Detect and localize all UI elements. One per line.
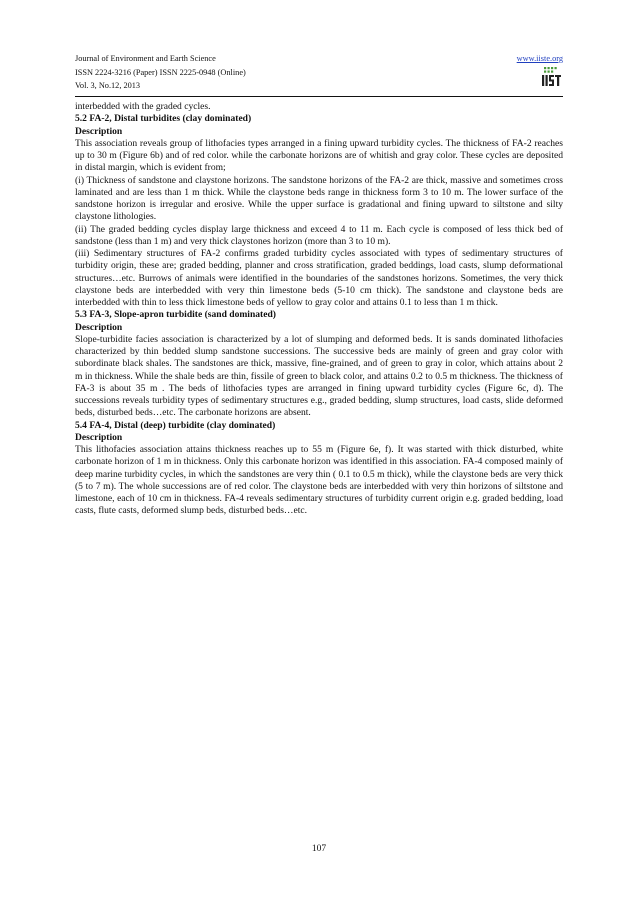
paragraph: Slope-turbidite facies association is characterized by a lot of slumping and deformed beds. It is sands dominated lithofacies characterized by thin bedded slump sandstone successions. The successive beds are mainly of green and gray color with subordinate black shales. The sandstones are thick, massive, fine-grained, and of green to gray in color, which attains about 2 m in thickness. While the shale beds are thin, fissile of green to black color, and attains 0.2 to 0.5 m thickness. The thickness of FA-3 is about 35 m . The beds of lithofacies types are arranged in fining upward turbidity cycles (Figure 6c, d). The successions reveals turbidity types of sedimentary structures e.g., graded bedding, slump structures, load casts, slide deformed beds, disturbed beds…etc. The carbonate horizons are absent.: [75, 333, 563, 419]
section-heading: Description: [75, 431, 123, 443]
paragraph: (iii) Sedimentary structures of FA-2 confirms graded turbidity cycles associated with types of sedimentary structures of turbidity origin, these are; graded bedding, planner and cross stratification, graded beddings, load casts, slump deformational structures…etc. Burrows of animals were identified in the boundaries of the sandstones horizons. Sometimes, the very thick claystone beds are interbedded with very thin limestone beds (5-10 cm thick). The sandstone and claystone beds are interbedded with thin to less thick limestone beds of yellow to gray color and attains 0.1 to less than 1 m thick.: [75, 248, 563, 308]
header-row-1: [75, 52, 563, 66]
journal-name: Journal of Environment and Earth Science: [75, 54, 216, 63]
page-header: [75, 52, 563, 93]
paragraph: (ii) The graded bedding cycles display large thickness and exceed 4 to 11 m. Each cycle is composed of less thick bed of sandstone (less than 1 m) and very thick claystones horizon (more than 3 to 10 m).: [75, 223, 563, 247]
section-heading: 5.4 FA-4, Distal (deep) turbidite (clay dominated): [75, 419, 276, 431]
header-divider: [75, 96, 563, 97]
section-heading: 5.2 FA-2, Distal turbidites (clay dominated): [75, 113, 252, 125]
section-heading: 5.3 FA-3, Slope-apron turbidite (sand dominated): [75, 309, 276, 321]
section-heading: Description: [75, 321, 123, 333]
paragraph: This association reveals group of lithofacies types arranged in a fining upward turbidity cycles. The thickness of FA-2 reaches up to 30 m (Figure 6b) and of red color. while the carbonate horizons are of whitish and gray color. These cycles are deposited in distal margin, which is evident from;: [75, 137, 563, 174]
header-row-2: [75, 66, 563, 80]
website-link[interactable]: www.iiste.org: [516, 54, 563, 63]
paragraph: interbedded with the graded cycles.: [75, 101, 211, 112]
section-heading: Description: [75, 125, 123, 137]
volume-line: Vol. 3, No.12, 2013: [75, 81, 141, 90]
paragraph: (i) Thickness of sandstone and claystone horizons. The sandstone horizons of the FA-2 are thick, massive and sometimes cross laminated and are less than 1 m thick. While the claystone beds range in thickness form 3 to 10 m. The lower surface of the sandstone horizon is irregular and erosive. While the upper surface is gradational and fining upward to siltstone and silty claystone lithologies.: [75, 174, 563, 223]
paragraph: This lithofacies association attains thickness reaches up to 55 m (Figure 6e, f). It was started with thick disturbed, white carbonate horizon of 1 m in thickness. Only this carbonate horizon was identified in this association. FA-4 composed mainly of deep marine turbidity cycles, in which the sandstones are very thin ( 0.1 to 0.5 m thick), while the claystone beds are very thick (5 to 7 m). The whole successions are of red color. The claystone beds are interbedded with very thin horizons of siltstone and limestone, each of 10 cm in thickness. FA-4 reveals sedimentary structures of turbidity current origin e.g. graded bedding, load casts, flute casts, deformed slump beds, disturbed beds…etc.: [75, 444, 563, 517]
header-row-3: [75, 79, 563, 93]
issn-line: ISSN 2224-3216 (Paper) ISSN 2225-0948 (Online): [75, 67, 246, 77]
page-number: 107: [311, 844, 327, 854]
iiste-logo: [541, 66, 563, 88]
article-body: [75, 101, 563, 518]
